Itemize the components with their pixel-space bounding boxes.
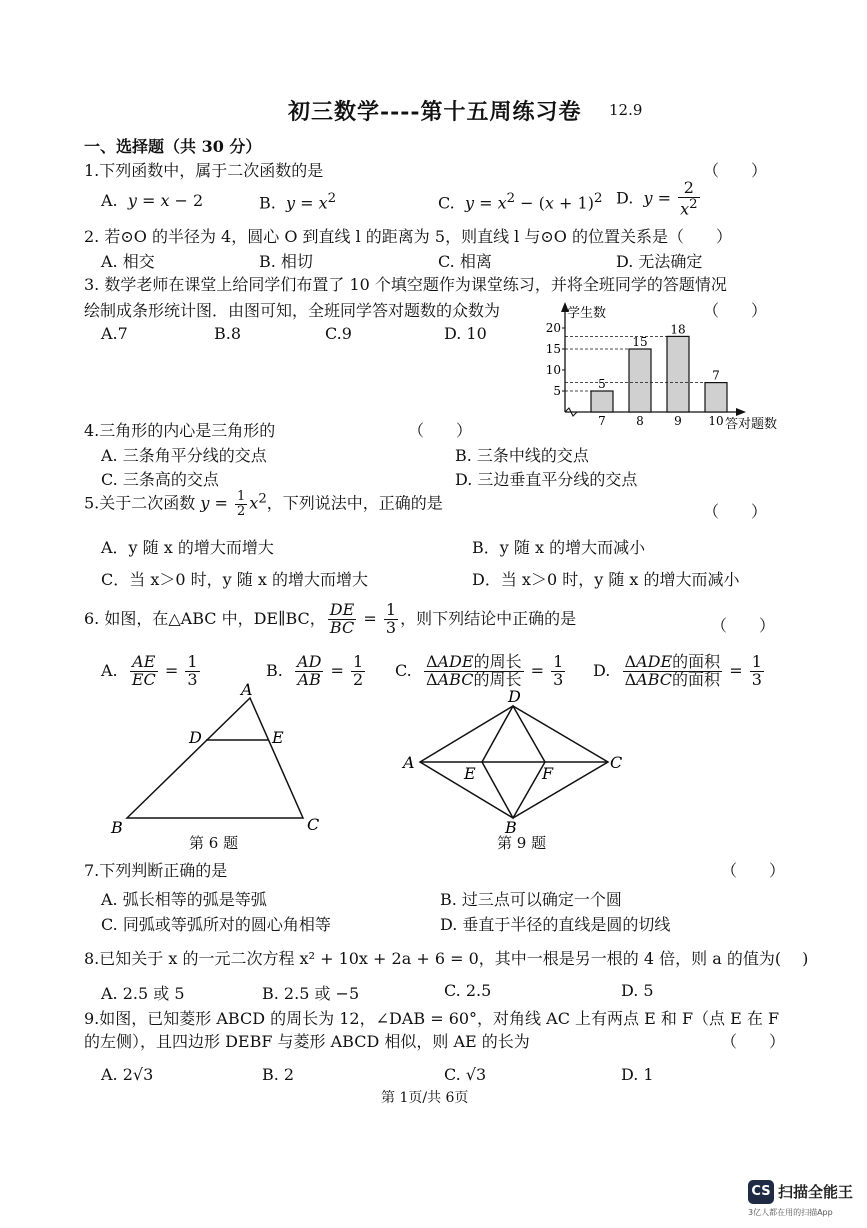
q9-stem-line2: 的左侧），且四边形 DEBF 与菱形 ABCD 相似，则 AE 的长为 (84, 1032, 530, 1051)
watermark-name: 扫描全能王 (778, 1183, 854, 1201)
q8-option-b: B. 2.5 或 −5 (262, 984, 360, 1003)
q9-option-b: B. 2 (262, 1065, 295, 1084)
q9-rhombus-figure (398, 690, 633, 835)
svg-text:C: C (307, 815, 320, 834)
q1-option-d: D. y = $\frac{2}{x^2}$ (616, 178, 698, 219)
q1-answer-paren: （ ） (703, 161, 768, 180)
svg-text:F: F (542, 764, 554, 783)
q5-option-c: C．当 x＞0 时，y 随 x 的增大而增大 (101, 570, 368, 589)
x-tick-label: 8 (636, 414, 644, 428)
q3-option-a: A.7 (101, 324, 128, 343)
q4-option-a: A. 三条角平分线的交点 (101, 446, 267, 465)
x-tick-label: 10 (708, 414, 724, 428)
q9-answer-paren: （ ） (721, 1032, 786, 1051)
section-heading: 一、选择题（共 30 分） (84, 137, 262, 156)
svg-text:B: B (505, 818, 517, 835)
q4-answer-paren: （ ） (408, 421, 473, 440)
q1-option-b: B. $y = x^2$ (259, 191, 337, 213)
bar (591, 391, 613, 412)
svg-text:A: A (403, 753, 415, 772)
svg-text:B: B (111, 818, 123, 837)
svg-text:C: C (610, 753, 623, 772)
q5-option-d: D．当 x＞0 时，y 随 x 的增大而减小 (472, 570, 740, 589)
q4-option-d: D. 三边垂直平分线的交点 (455, 470, 638, 489)
q9-option-c: C. √3 (444, 1065, 487, 1084)
bar-data-label: 7 (712, 368, 720, 383)
y-tick-label: 10 (545, 363, 561, 377)
y-tick-label: 5 (553, 384, 561, 398)
q8-stem: 8.已知关于 x 的一元二次方程 x² + 10x + 2a + 6 = 0，其中一根是另一根的 4 倍，则 a 的值为( ) (84, 949, 809, 968)
bar (629, 349, 651, 412)
q9-option-d: D. 1 (621, 1065, 654, 1084)
q2-option-c: C. 相离 (438, 252, 492, 271)
page-title: 初三数学----第十五周练习卷 (288, 99, 582, 125)
q2-option-a: A. 相交 (101, 252, 155, 271)
y-axis-label: 学生数 (567, 306, 607, 321)
q1-option-a: A. y = x − 2 (101, 191, 204, 210)
q1-option-c: C. $y = x^2 - (x + 1)^2$ (438, 191, 603, 213)
svg-text:D: D (508, 690, 521, 706)
q2-stem: 2. 若⊙O 的半径为 4，圆心 O 到直线 l 的距离为 5，则直线 l 与⊙O 的位置关系是（ ） (84, 227, 732, 246)
q9-figure-caption: 第 9 题 (497, 834, 547, 852)
q8-option-c: C. 2.5 (444, 981, 492, 1000)
q5-answer-paren: （ ） (703, 502, 768, 521)
q8-option-a: A. 2.5 或 5 (101, 984, 185, 1003)
bar-data-label: 5 (598, 377, 606, 391)
q7-answer-paren: （ ） (721, 861, 786, 880)
q6-figure-caption: 第 6 题 (189, 834, 239, 852)
y-tick-label: 15 (545, 342, 561, 356)
q2-option-d: D. 无法确定 (616, 252, 703, 271)
bar-data-label: 15 (632, 335, 648, 349)
bar (667, 336, 689, 412)
q7-option-d: D. 垂直于半径的直线是圆的切线 (440, 915, 671, 934)
svg-text:E: E (272, 728, 284, 747)
q3-bar-chart (535, 298, 795, 433)
q9-stem-line1: 9.如图，已知菱形 ABCD 的周长为 12，∠DAB = 60°，对角线 AC 上有两点 E 和 F（点 E 在 F (84, 1009, 780, 1028)
q6-option-c: C. $\frac{\text{ΔADE的周长}}{\text{ΔABC的周长}}$ = $\frac{1}{3}$ (395, 652, 564, 689)
q3-stem-line2: 绘制成条形统计图．由图可知，全班同学答对题数的众数为 (84, 301, 501, 320)
q3-option-c: C.9 (325, 324, 352, 343)
y-tick-label: 20 (545, 321, 561, 335)
q6-stem: 6. 如图，在△ABC 中，DE∥BC， $\frac{DE}{BC}$ = $\frac{1}{3}$ ，则下列结论中正确的是 (84, 600, 577, 637)
q7-option-a: A. 弧长相等的弧是等弧 (101, 890, 267, 909)
svg-text:D: D (189, 728, 202, 747)
watermark-tagline: 3亿人都在用的扫描App (748, 1208, 833, 1217)
q4-stem: 4.三角形的内心是三角形的 (84, 421, 276, 440)
q5-option-b: B．y 随 x 的增大而减小 (472, 538, 646, 557)
q9-option-a: A. 2√3 (101, 1065, 154, 1084)
q8-option-d: D. 5 (621, 981, 654, 1000)
q3-option-d: D. 10 (444, 324, 487, 343)
svg-text:A: A (241, 682, 253, 699)
camscanner-logo-icon: CS (748, 1180, 774, 1204)
q7-stem: 7.下列判断正确的是 (84, 861, 228, 880)
q6-answer-paren: （ ） (711, 616, 776, 635)
date-label: 12.9 (609, 101, 643, 119)
q5-stem: 5.关于二次函数 y = $\frac{1}{2}$ $x^2$，下列说法中，正确的是 (84, 489, 443, 519)
q6-option-d: D. $\frac{\text{ΔADE的面积}}{\text{ΔABC的面积}}$ = $\frac{1}{3}$ (593, 652, 762, 689)
x-axis-arrow-icon (736, 408, 746, 416)
q2-option-b: B. 相切 (259, 252, 313, 271)
q1-stem: 1.下列函数中，属于二次函数的是 (84, 161, 324, 180)
q5-option-a: A．y 随 x 的增大而增大 (101, 538, 274, 557)
q7-option-c: C. 同弧或等弧所对的圆心角相等 (101, 915, 331, 934)
page-number: 第 1页/共 6页 (381, 1090, 469, 1106)
q7-option-b: B. 过三点可以确定一个圆 (440, 890, 622, 909)
x-tick-label: 9 (674, 414, 682, 428)
q3-option-b: B.8 (214, 324, 242, 343)
x-tick-label: 7 (598, 414, 606, 428)
q3-answer-paren: （ ） (703, 301, 768, 320)
bar (705, 383, 727, 412)
x-axis-label: 答对题数 (725, 417, 778, 432)
q6-option-a: A. $\frac{AE}{EC}$ = $\frac{1}{3}$ (101, 652, 198, 689)
q4-option-b: B. 三条中线的交点 (455, 446, 589, 465)
q6-triangle-figure (105, 682, 335, 837)
q6-option-b: B. $\frac{AD}{AB}$ = $\frac{1}{2}$ (266, 652, 364, 689)
bar-data-label: 18 (670, 322, 686, 337)
q3-stem-line1: 3. 数学老师在课堂上给同学们布置了 10 个填空题作为课堂练习，并将全班同学的答题情况 (84, 275, 727, 294)
q4-option-c: C. 三条高的交点 (101, 470, 219, 489)
svg-text:E: E (464, 764, 476, 783)
